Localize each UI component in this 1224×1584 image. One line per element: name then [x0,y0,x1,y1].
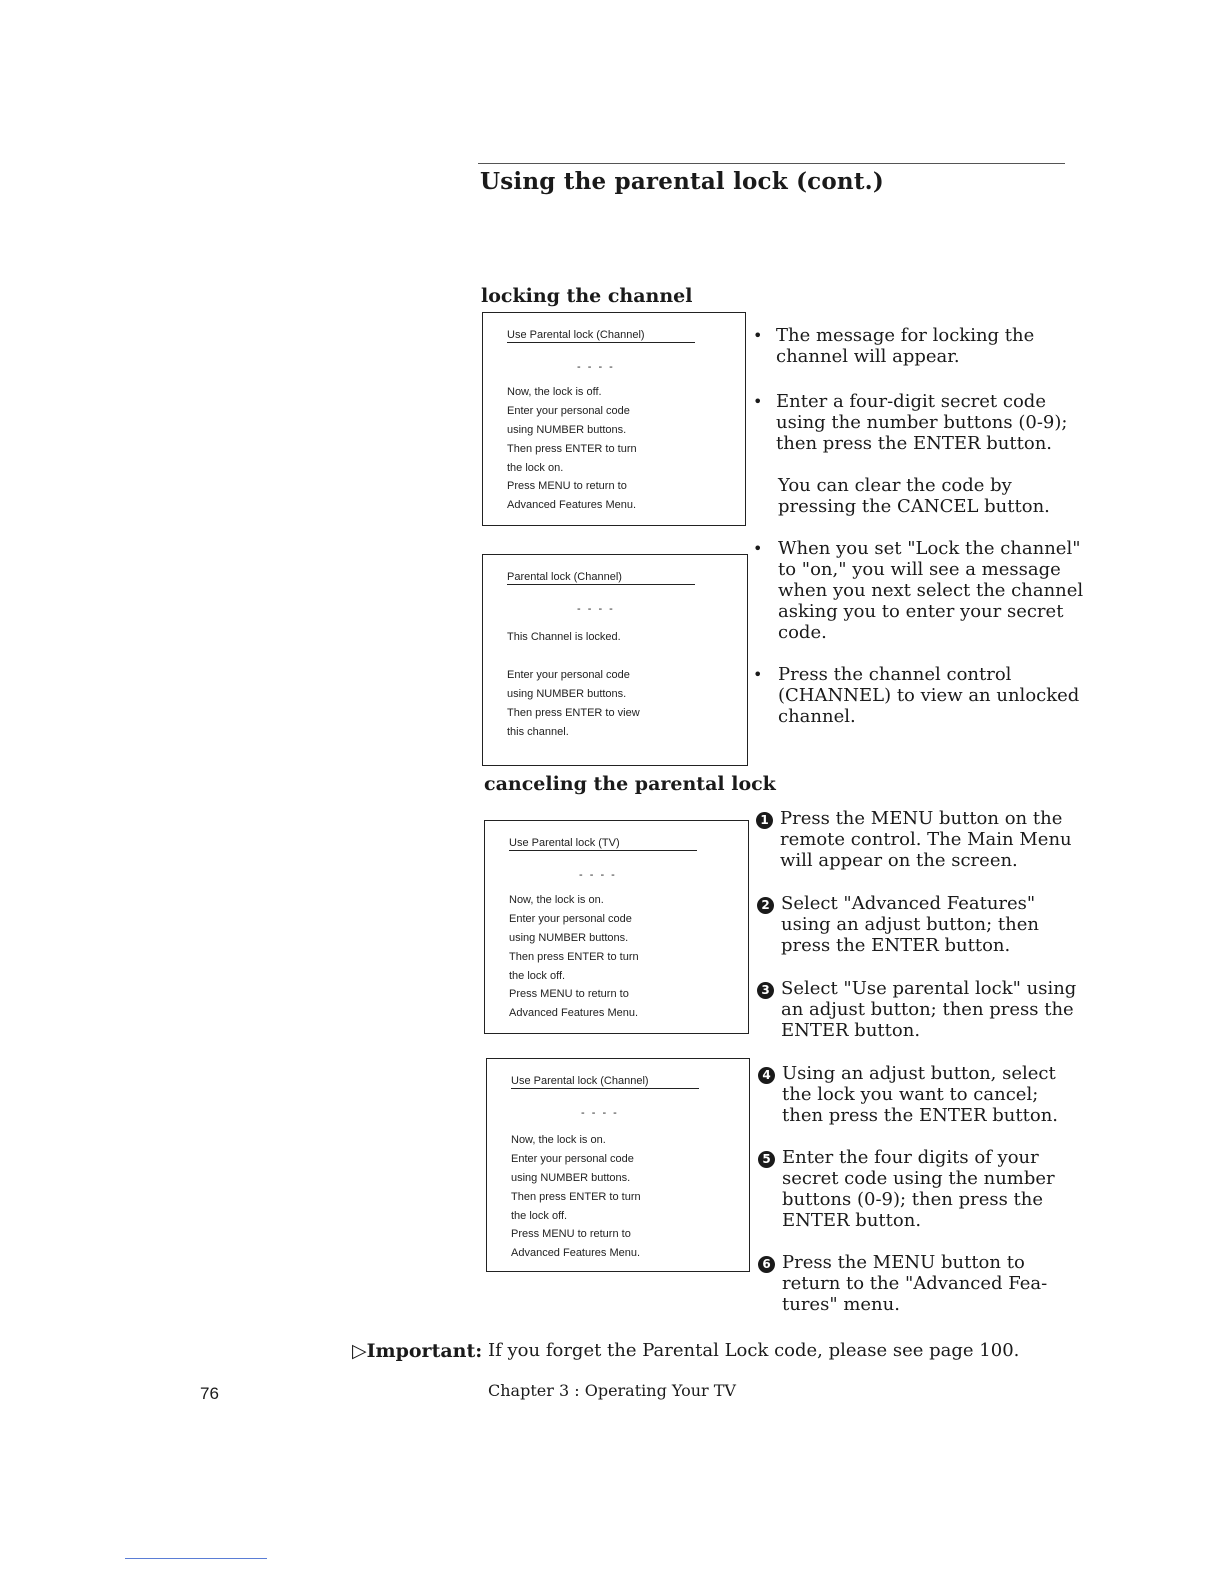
bullet-text: The message for locking the channel will appear. [776,325,1035,367]
step-text: Press the MENU button to return to the "Advanced Fea- tures" menu. [782,1252,1048,1315]
osd-line: Enter your personal code [511,1153,634,1165]
osd-header: Use Parental lock (Channel) [507,329,695,343]
bullet-dot: • [753,326,763,345]
osd-line: using NUMBER buttons. [509,932,629,944]
step-number-6-icon: 6 [758,1256,775,1273]
osd-header: Use Parental lock (TV) [509,837,697,851]
osd-line: the lock off. [511,1210,568,1222]
bullet-text: Press the channel control (CHANNEL) to view an unlocked channel. [778,664,1080,727]
osd-line: Advanced Features Menu. [511,1247,641,1259]
osd-line: Enter your personal code [507,669,630,681]
osd-line: this channel. [507,726,569,738]
step-text: Select "Use parental lock" using an adjust button; then press the ENTER button. [781,978,1077,1041]
osd-screen-cancel-channel [486,1058,750,1272]
osd-line: Now, the lock is off. [507,386,602,398]
section-heading-canceling: canceling the parental lock [484,773,776,795]
osd-screen-cancel-tv [484,820,749,1034]
osd-line: Then press ENTER to turn [509,951,639,963]
step-number-3-icon: 3 [757,982,774,999]
step-number-1-icon: 1 [756,812,773,829]
osd-line: Now, the lock is on. [511,1134,606,1146]
osd-screen-lock-channel [482,312,746,526]
section-heading-locking: locking the channel [481,285,693,307]
osd-line: using NUMBER buttons. [507,424,627,436]
page-number: 76 [200,1384,219,1403]
bullet-dot: • [753,392,763,411]
step-text: Enter the four digits of your secret code using the number buttons (0-9); then press the ENTER button. [782,1147,1055,1231]
osd-header: Use Parental lock (Channel) [511,1075,699,1089]
osd-line: the lock on. [507,462,564,474]
osd-line: Now, the lock is on. [509,894,604,906]
osd-line: Advanced Features Menu. [509,1007,639,1019]
step-text: Using an adjust button, select the lock you want to cancel; then press the ENTER button. [782,1063,1059,1126]
step-number-2-icon: 2 [757,897,774,914]
osd-code-dots: - - - - [577,361,615,373]
osd-line: Then press ENTER to view [507,707,640,719]
osd-line: This Channel is locked. [507,631,621,643]
osd-code-dots: - - - - [577,603,615,615]
title-rule [478,163,1065,164]
osd-line: Enter your personal code [507,405,630,417]
osd-line: Press MENU to return to [511,1228,631,1240]
scan-edge-line [125,1558,267,1559]
osd-line: using NUMBER buttons. [507,688,627,700]
bullet-dot: • [753,539,763,558]
step-number-5-icon: 5 [758,1151,775,1168]
osd-screen-channel-locked [482,554,748,766]
osd-code-dots: - - - - [581,1107,619,1119]
osd-line: Press MENU to return to [507,480,627,492]
osd-line: the lock off. [509,970,566,982]
page-title: Using the parental lock (cont.) [480,168,884,195]
step-text: Press the MENU button on the remote control. The Main Menu will appear on the screen. [780,808,1072,871]
osd-line: Then press ENTER to turn [511,1191,641,1203]
bullet-dot: • [753,665,763,684]
important-label: ▷Important: [352,1340,483,1362]
chapter-footer: Chapter 3 : Operating Your TV [488,1381,736,1400]
important-text: If you forget the Parental Lock code, please see page 100. [488,1340,1020,1361]
osd-header: Parental lock (Channel) [507,571,695,585]
step-number-4-icon: 4 [758,1067,775,1084]
osd-line: Enter your personal code [509,913,632,925]
osd-line: Press MENU to return to [509,988,629,1000]
bullet-text: When you set "Lock the channel" to "on," you will see a message when you next select the channel asking you to enter your secret code. [778,538,1084,643]
osd-line: using NUMBER buttons. [511,1172,631,1184]
osd-line: Advanced Features Menu. [507,499,637,511]
bullet-text: Enter a four-digit secret code using the number buttons (0-9); then press the ENTER button. [776,391,1068,454]
osd-line: Then press ENTER to turn [507,443,637,455]
bullet-note: You can clear the code by pressing the CANCEL button. [778,475,1050,517]
step-text: Select "Advanced Features" using an adjust button; then press the ENTER button. [781,893,1039,956]
osd-code-dots: - - - - [579,869,617,881]
